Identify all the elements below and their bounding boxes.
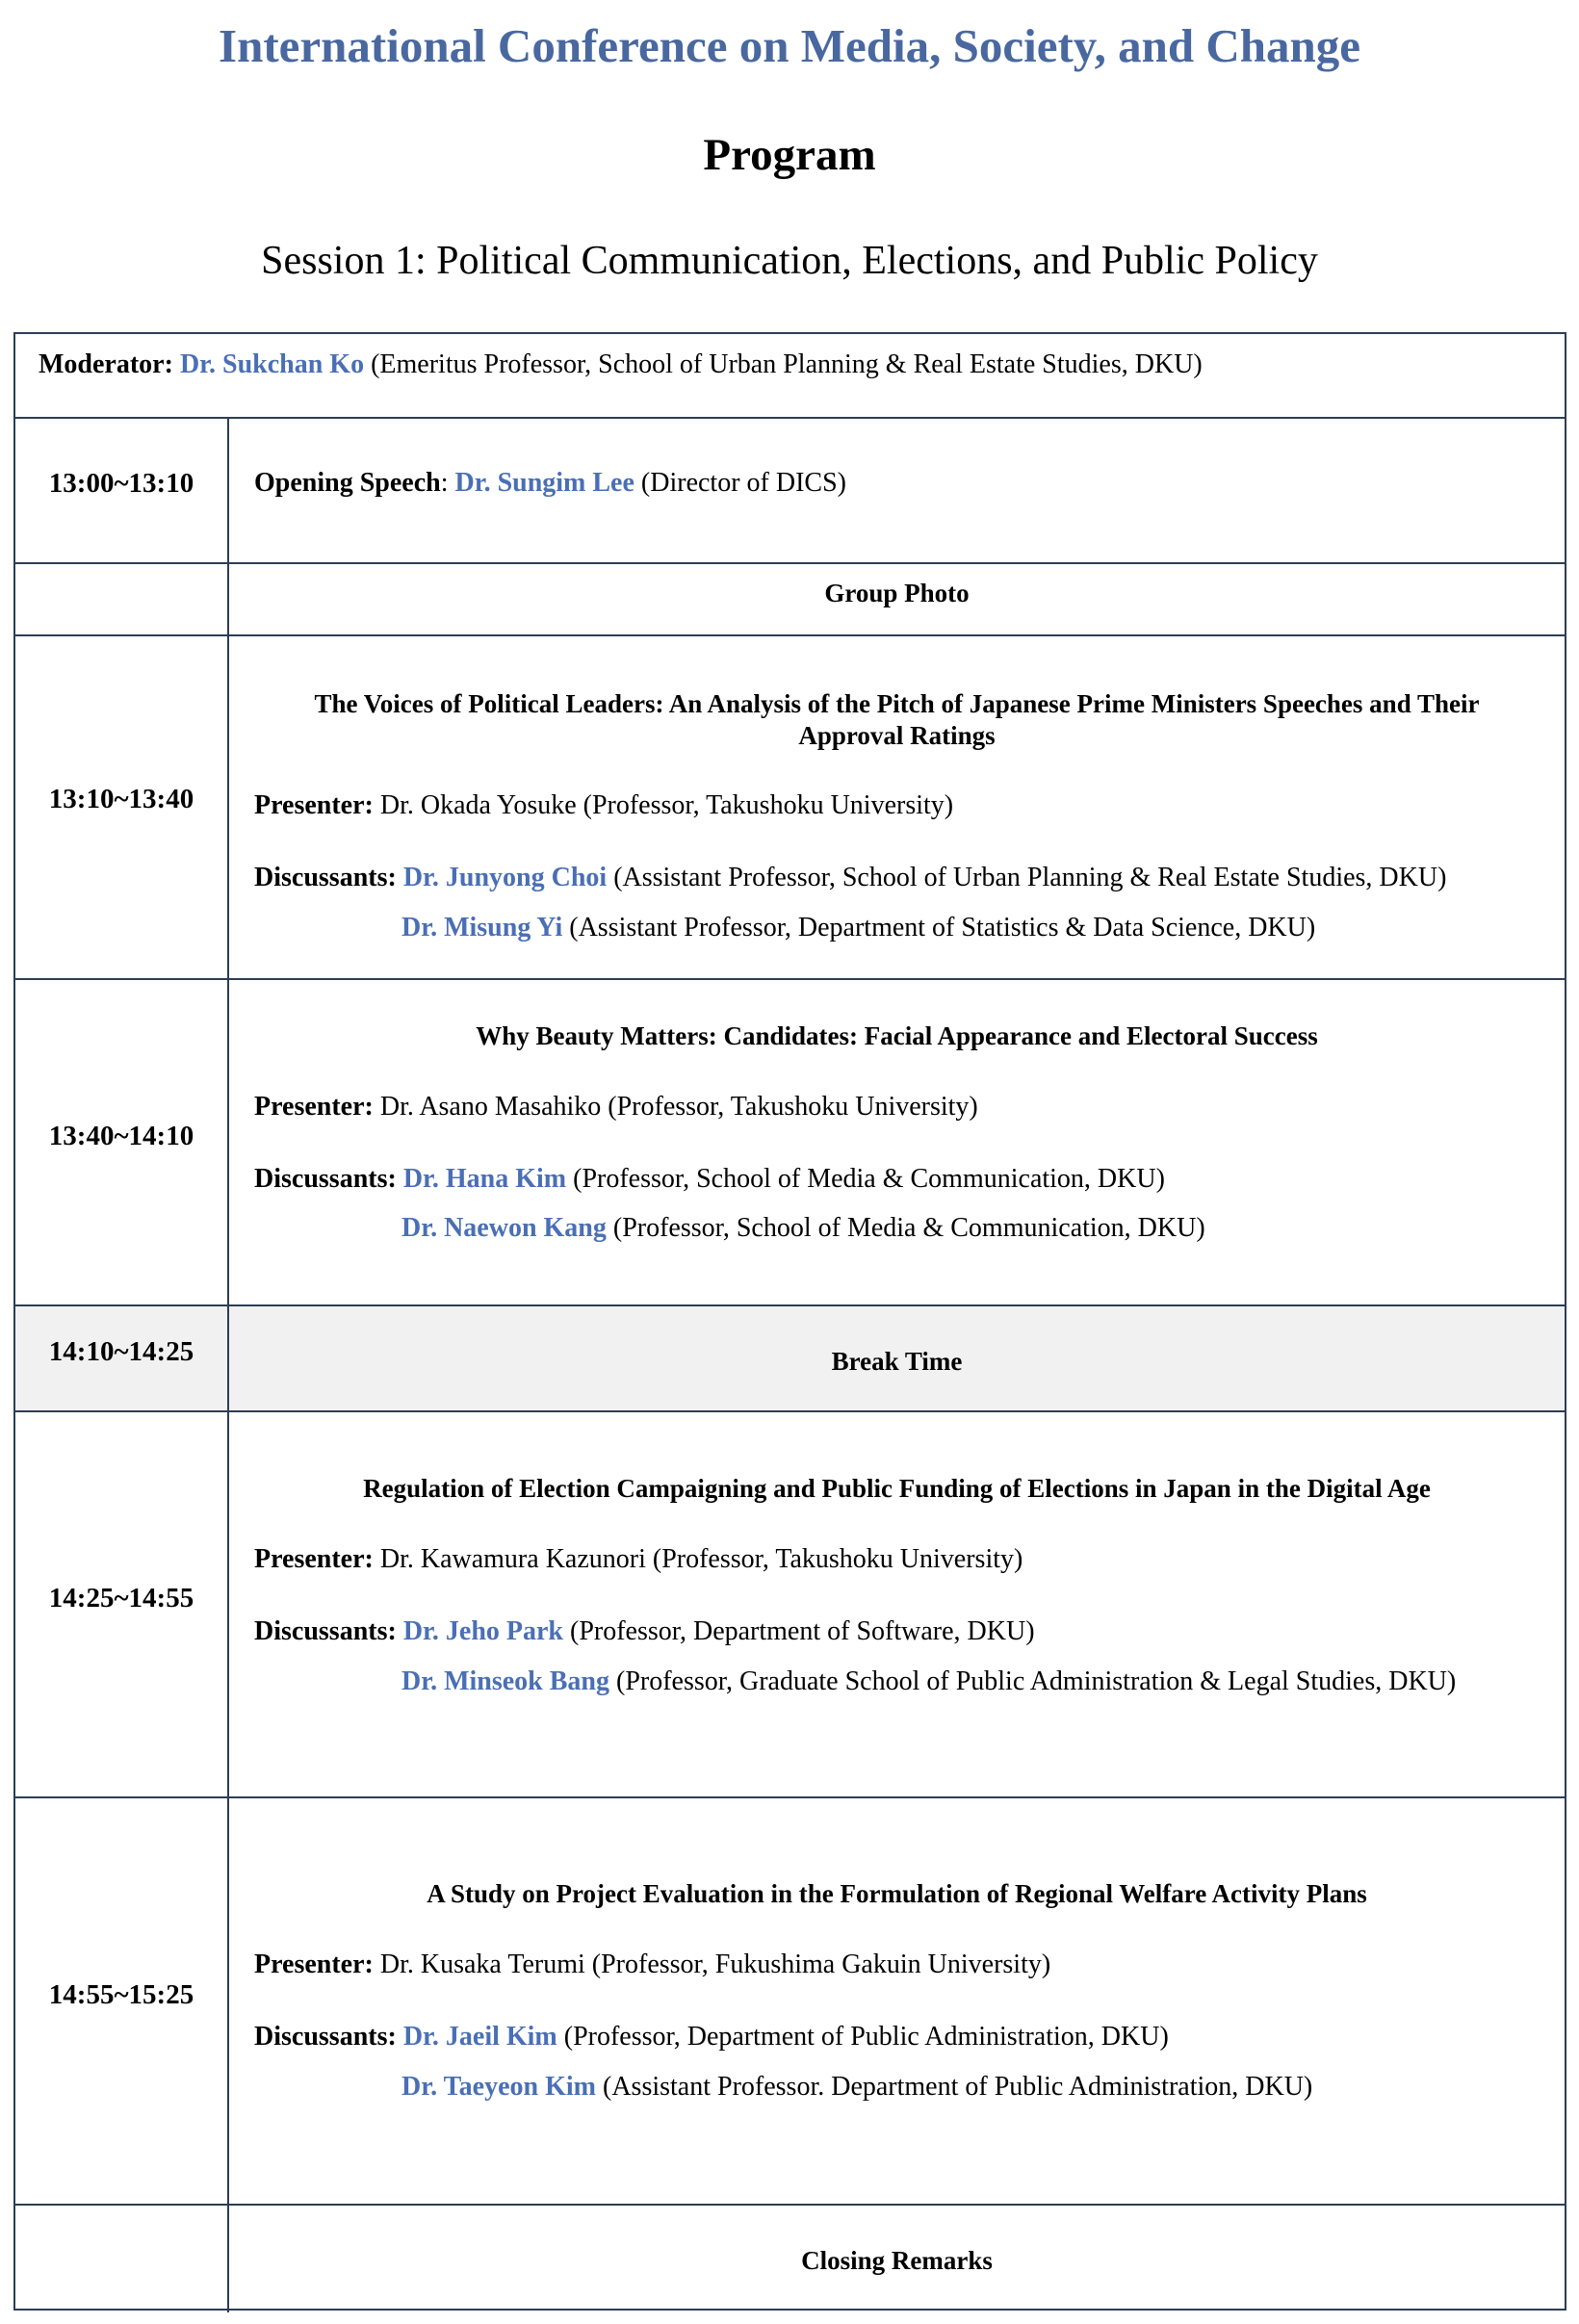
opening-speaker-affiliation: (Director of DICS) — [640, 468, 846, 498]
talk-title: The Voices of Political Leaders: An Analysis of the Pitch of Japanese Prime Ministers Speeches and Their — [314, 689, 1480, 718]
time-slot: 14:25~14:55 — [48, 1583, 194, 1614]
discussants-label: Discussants: — [254, 2022, 397, 2052]
talk-title: Regulation of Election Campaigning and Public Funding of Elections in Japan in the Digital Age — [363, 1474, 1431, 1503]
row-divider — [15, 1304, 1565, 1306]
presenter-label: Presenter: — [254, 790, 374, 820]
time-slot-break: 14:10~14:25 — [48, 1336, 194, 1367]
time-slot: 14:55~15:25 — [48, 1979, 194, 2010]
discussant-name: Dr. Naewon Kang — [401, 1213, 607, 1243]
talk-title: A Study on Project Evaluation in the Formulation of Regional Welfare Activity Plans — [427, 1879, 1367, 1908]
discussants-line — [254, 1163, 1165, 1196]
discussant-line — [401, 2071, 1312, 2104]
moderator-name: Dr. Sukchan Ko — [179, 349, 365, 379]
presenter-label: Presenter: — [254, 1092, 374, 1122]
discussant-name: Dr. Minseok Bang — [401, 1666, 610, 1696]
discussants-label: Discussants: — [254, 1164, 397, 1194]
time-slot: 13:40~14:10 — [48, 1121, 194, 1151]
row-divider — [15, 2204, 1565, 2206]
discussant-name: Dr. Junyong Choi — [402, 863, 608, 892]
presenter-label: Presenter: — [254, 1544, 374, 1574]
program-title: Program — [703, 130, 876, 180]
discussant-name: Dr. Jaeil Kim — [402, 2022, 557, 2052]
row-divider — [15, 634, 1565, 636]
discussant-line — [401, 1666, 1456, 1698]
discussants-line — [254, 862, 1446, 894]
presenter-line — [254, 1091, 978, 1123]
row-divider — [15, 1410, 1565, 1412]
presenter-text: Dr. Kusaka Terumi (Professor, Fukushima Gakuin University) — [379, 1950, 1051, 1979]
discussants-label: Discussants: — [254, 863, 397, 892]
discussant-name: Dr. Taeyeon Kim — [401, 2072, 596, 2102]
session-title: Session 1: Political Communication, Elections, and Public Policy — [261, 239, 1318, 283]
row-divider — [15, 562, 1565, 564]
discussant-affiliation: (Assistant Professor, Department of Statistics & Data Science, DKU) — [569, 913, 1316, 943]
presenter-text: Dr. Kawamura Kazunori (Professor, Takushoku University) — [379, 1544, 1023, 1574]
moderator-line — [39, 349, 1203, 381]
discussant-affiliation: (Professor, School of Media & Communication, DKU) — [573, 1164, 1165, 1194]
discussant-line — [401, 912, 1315, 944]
presenter-line — [254, 789, 953, 822]
discussants-line — [254, 1615, 1035, 1648]
talk-title-line2: Approval Ratings — [798, 721, 996, 750]
time-slot: 13:10~13:40 — [48, 784, 194, 814]
moderator-label: Moderator: — [39, 349, 173, 379]
row-divider — [15, 417, 1565, 419]
group-photo-label: Group Photo — [824, 579, 970, 607]
row-divider — [15, 978, 1565, 980]
discussant-name: Dr. Misung Yi — [401, 913, 563, 943]
closing-remarks-label: Closing Remarks — [801, 2246, 993, 2275]
opening-colon: : — [440, 468, 449, 498]
opening-speaker-name: Dr. Sungim Lee — [454, 468, 634, 498]
conference-title: International Conference on Media, Society, and Change — [219, 19, 1360, 72]
discussant-name: Dr. Hana Kim — [402, 1164, 567, 1194]
presenter-line — [254, 1949, 1050, 1981]
discussant-affiliation: (Professor, Department of Public Administration, DKU) — [563, 2022, 1169, 2052]
opening-speech-line — [254, 467, 846, 500]
presenter-text: Dr. Okada Yosuke (Professor, Takushoku University) — [379, 790, 954, 820]
presenter-label: Presenter: — [254, 1950, 374, 1979]
discussant-line — [401, 1212, 1205, 1245]
discussant-affiliation: (Assistant Professor. Department of Public Administration, DKU) — [603, 2072, 1313, 2102]
opening-speech-label: Opening Speech — [254, 468, 441, 498]
talk-title: Why Beauty Matters: Candidates: Facial Appearance and Electoral Success — [476, 1021, 1318, 1050]
row-divider — [15, 1796, 1565, 1798]
presenter-text: Dr. Asano Masahiko (Professor, Takushoku University) — [379, 1092, 978, 1122]
program-table — [13, 332, 1566, 2311]
moderator-affiliation: (Emeritus Professor, School of Urban Planning & Real Estate Studies, DKU) — [371, 349, 1203, 379]
discussant-affiliation: (Professor, Department of Software, DKU) — [570, 1616, 1035, 1646]
break-time-label: Break Time — [831, 1347, 963, 1376]
discussants-label: Discussants: — [254, 1616, 397, 1646]
discussant-affiliation: (Professor, School of Media & Communication, DKU) — [612, 1213, 1205, 1243]
discussants-line — [254, 2021, 1169, 2053]
discussant-name: Dr. Jeho Park — [402, 1616, 563, 1646]
presenter-line — [254, 1543, 1022, 1576]
discussant-affiliation: (Assistant Professor, School of Urban Planning & Real Estate Studies, DKU) — [613, 863, 1447, 892]
time-slot-opening: 13:00~13:10 — [48, 468, 194, 499]
discussant-affiliation: (Professor, Graduate School of Public Administration & Legal Studies, DKU) — [616, 1666, 1457, 1696]
